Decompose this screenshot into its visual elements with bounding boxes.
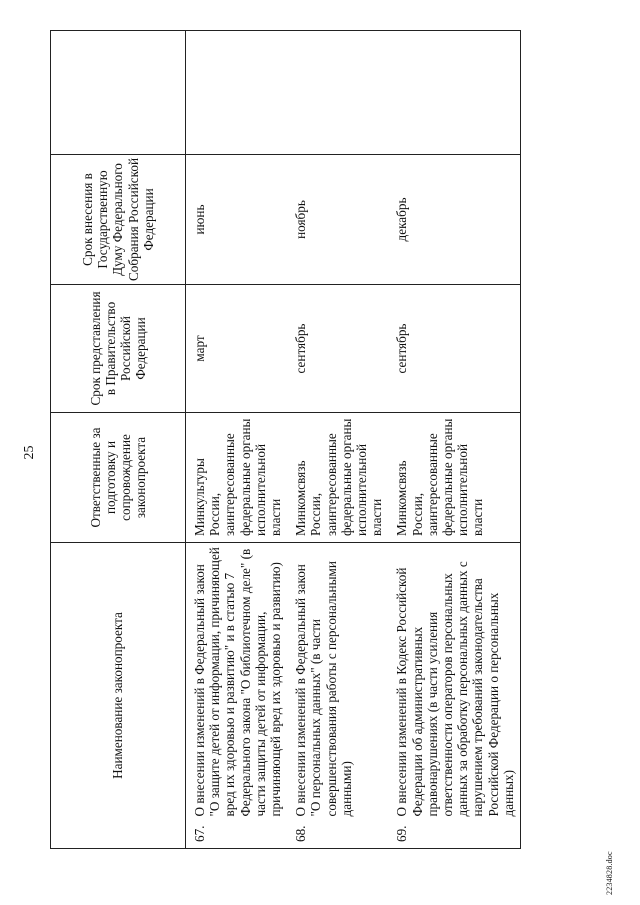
header-gov-deadline: Срок представления в Правительство Российской Федерации bbox=[51, 285, 186, 413]
bill-plan-table bbox=[50, 30, 521, 849]
empty-cell bbox=[287, 31, 388, 155]
bill-name: О внесении изменений в Федеральный закон "О защите детей от информации, причиняющей вред их здоровью и развитию" и в статью 7 Федерального закона "О библиотечном деле" (в части защиты детей от информации, причиняющей вред их здоровью и развитию) bbox=[186, 543, 288, 819]
gov-deadline: сентябрь bbox=[287, 285, 388, 413]
responsible-agency: Минкомсвязь России, заинтересованные федеральные органы исполнительной власти bbox=[287, 413, 388, 543]
bill-name: О внесении изменений в Кодекс Российской Федерации об административных правонарушениях (в части усиления ответственности операторов персональных данных за обработку персональных данных с нарушением требований законодательства Российской Федерации о персональных данных) bbox=[388, 543, 520, 819]
duma-deadline: декабрь bbox=[388, 155, 520, 285]
duma-deadline: июнь bbox=[186, 155, 288, 285]
row-number: 69. bbox=[388, 819, 520, 849]
gov-deadline: сентябрь bbox=[388, 285, 520, 413]
page-number: 25 bbox=[22, 445, 37, 460]
responsible-agency: Минкомсвязь России, заинтересованные федеральные органы исполнительной власти bbox=[388, 413, 520, 543]
gov-deadline: март bbox=[186, 285, 288, 413]
empty-cell bbox=[186, 31, 288, 155]
header-bill-name: Наименование законопроекта bbox=[51, 543, 186, 849]
row-number: 68. bbox=[287, 819, 388, 849]
header-empty bbox=[51, 31, 186, 155]
duma-deadline: ноябрь bbox=[287, 155, 388, 285]
row-number: 67. bbox=[186, 819, 288, 849]
table-header-row bbox=[51, 31, 186, 849]
document-id: 2234828.doc bbox=[605, 851, 614, 895]
header-responsible: Ответственные за подготовку и сопровождение законопроекта bbox=[51, 413, 186, 543]
table-row bbox=[287, 31, 388, 849]
empty-cell bbox=[388, 31, 520, 155]
table-row bbox=[388, 31, 520, 849]
header-duma-deadline: Срок внесения в Государственную Думу Федерального Собрания Российской Федерации bbox=[51, 155, 186, 285]
bill-name: О внесении изменений в Федеральный закон "О персональных данных" (в части совершенствования работы с персональными данными) bbox=[287, 543, 388, 819]
responsible-agency: Минкультуры России, заинтересованные федеральные органы исполнительной власти bbox=[186, 413, 288, 543]
table-row bbox=[186, 31, 288, 849]
